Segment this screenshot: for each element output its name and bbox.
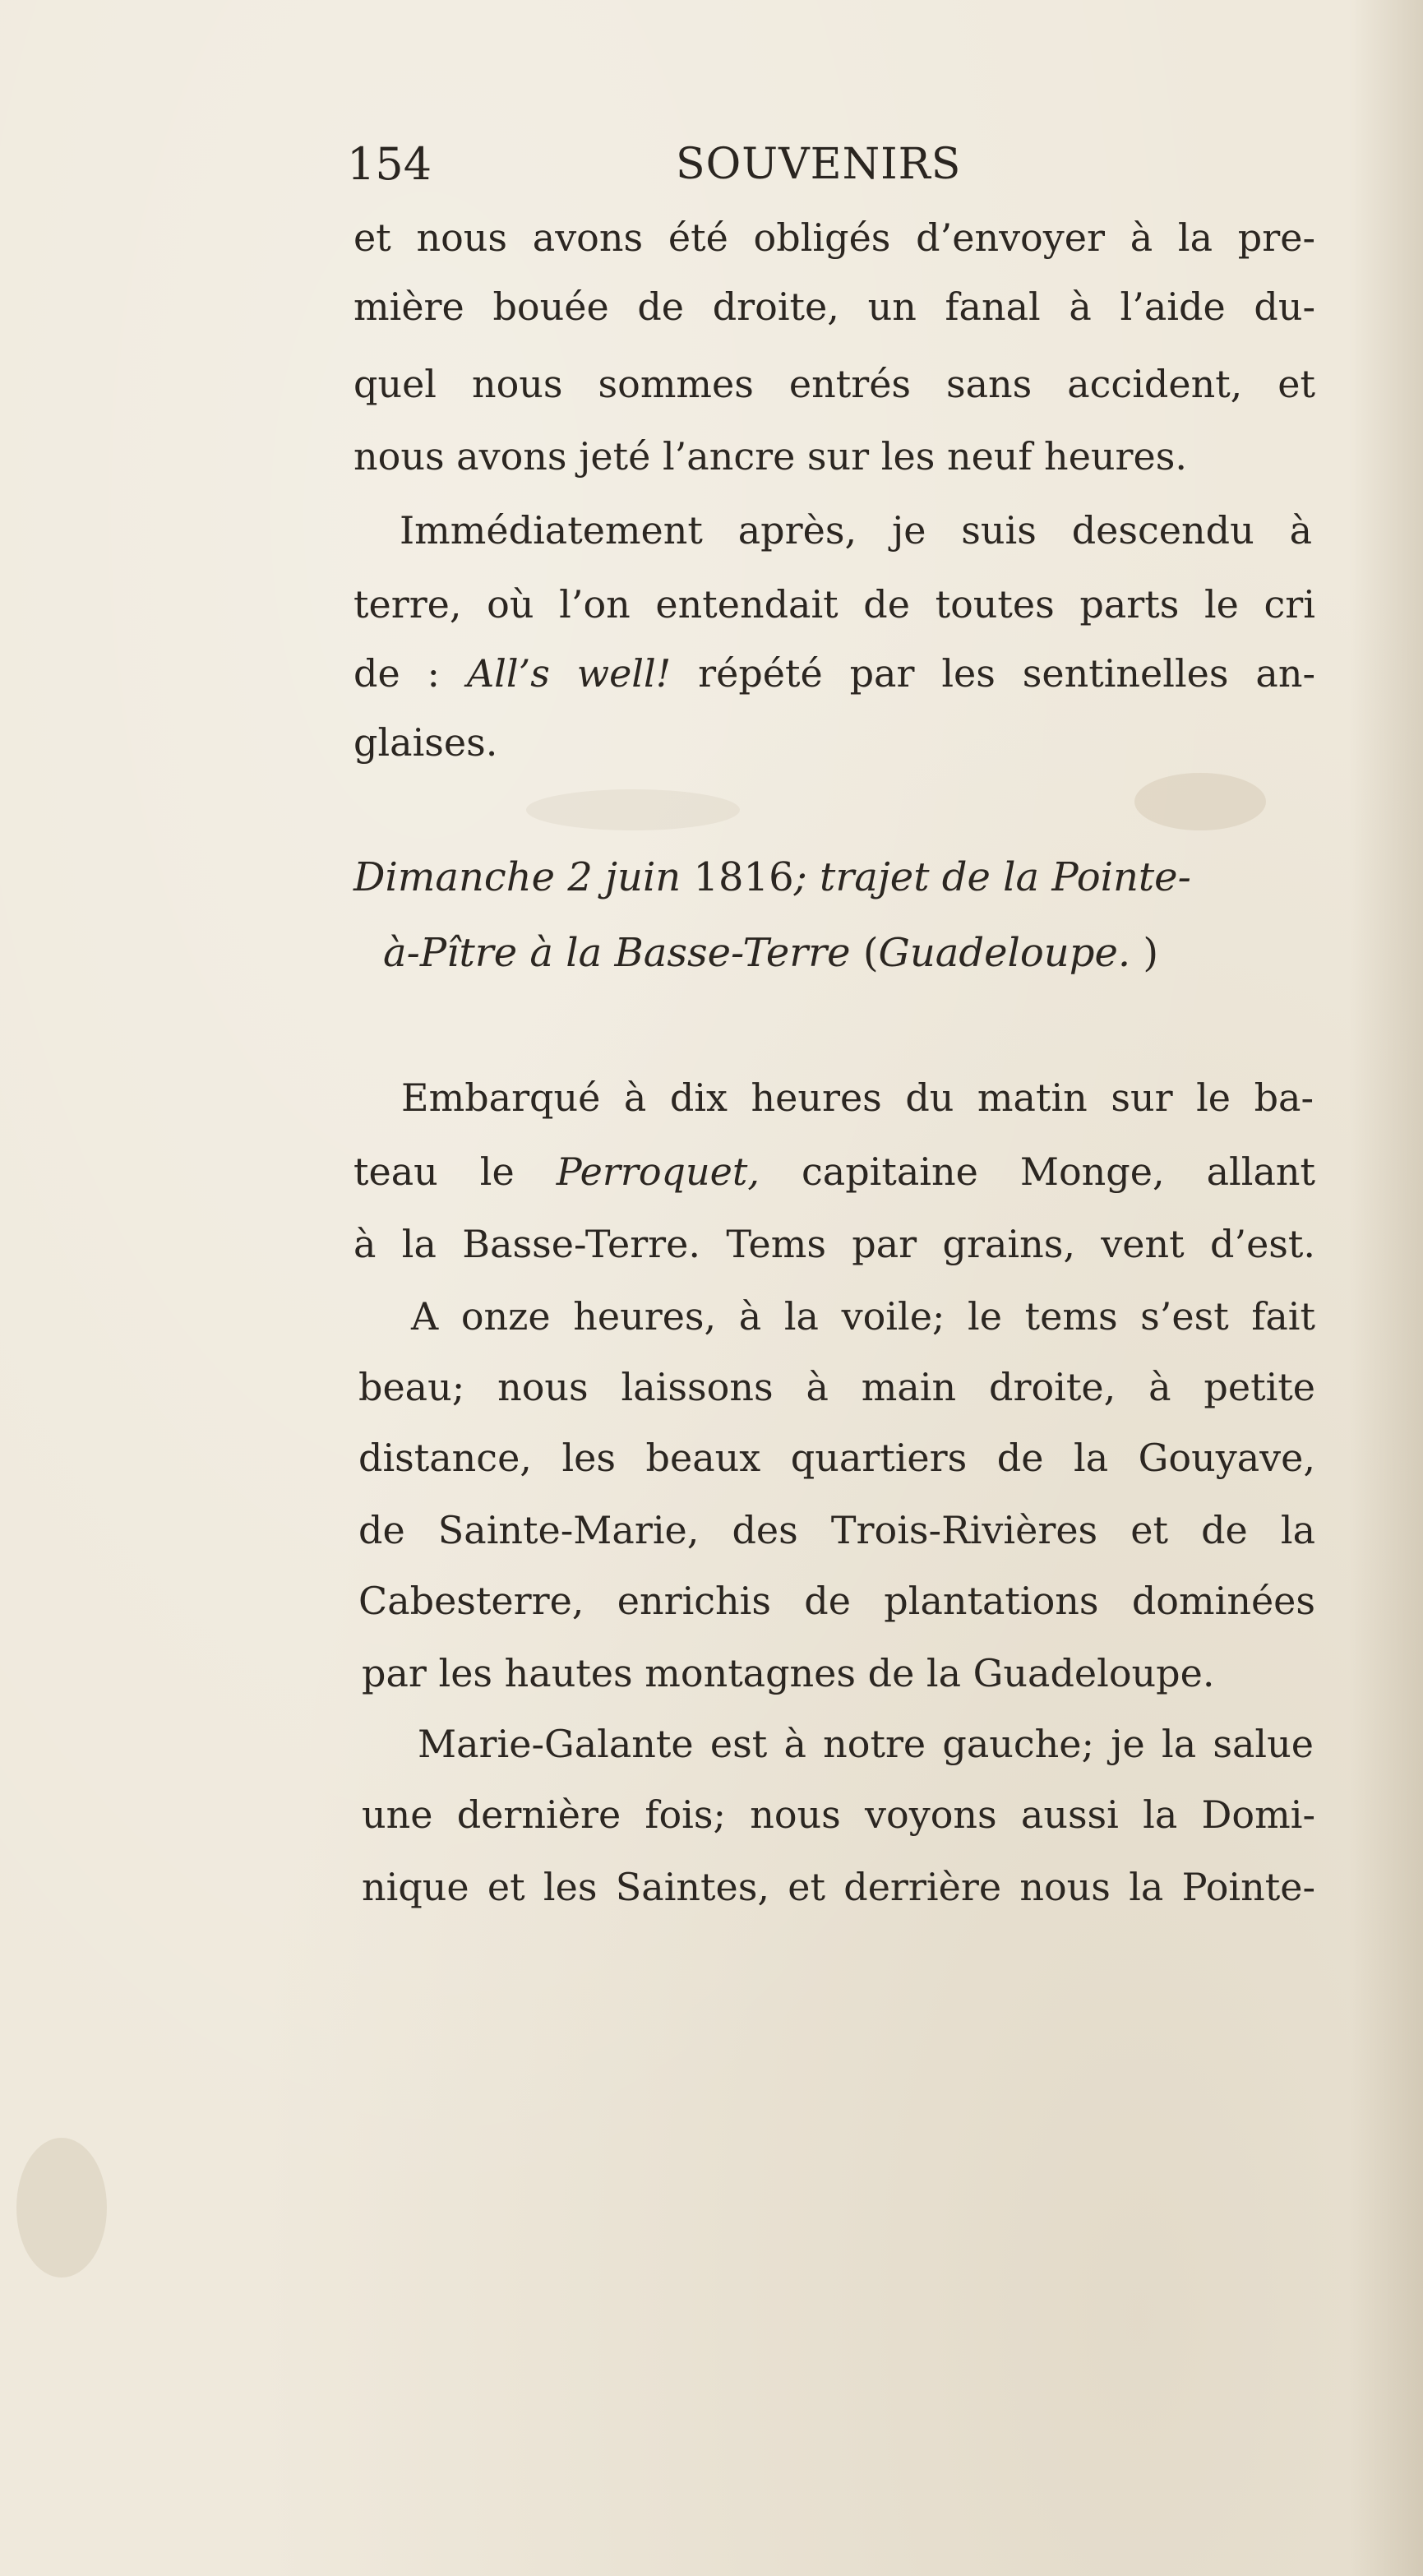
italic-ship-name: Perroquet,: [556, 1149, 760, 1194]
text-fragment: répété par les sentinelles an-: [671, 651, 1315, 696]
heading-fragment: Guadeloupe.: [878, 930, 1131, 976]
paper-stain: [526, 789, 740, 830]
text-line: une dernière fois; nous voyons aussi la Domi-: [362, 1792, 1315, 1837]
text-line: de Sainte-Marie, des Trois-Rivières et de la: [358, 1508, 1315, 1552]
section-heading-line-1: [353, 847, 1191, 908]
text-line: nous avons jeté l’ancre sur les neuf heures.: [353, 434, 1187, 479]
heading-fragment: ; trajet de la Pointe-: [793, 854, 1191, 900]
paper-stain: [1134, 773, 1266, 830]
text-line: par les hautes montagnes de la Guadeloupe.: [362, 1651, 1215, 1695]
text-line: Marie-Galante est à notre gauche; je la salue: [418, 1722, 1314, 1766]
text-line: quel nous sommes entrés sans accident, et: [353, 362, 1315, 406]
paper-stain: [16, 2138, 107, 2278]
page-number: 154: [347, 138, 432, 190]
text-line: Embarqué à dix heures du matin sur le ba-: [401, 1075, 1314, 1120]
section-heading-line-2: [383, 923, 1158, 983]
text-line: mière bouée de droite, un fanal à l’aide du-: [353, 284, 1315, 329]
text-line: beau; nous laissons à main droite, à petite: [358, 1365, 1315, 1409]
page-edge-shadow: [1349, 0, 1423, 2576]
heading-fragment: à-Pître à la Basse-Terre: [383, 930, 863, 976]
text-fragment: de :: [353, 651, 467, 696]
text-line: Immédiatement après, je suis descendu à: [400, 508, 1312, 553]
italic-phrase: All’s well!: [466, 651, 672, 696]
running-title: SOUVENIRS: [676, 140, 962, 189]
text-line-with-italic: [353, 1143, 1315, 1200]
text-line: glaises.: [353, 720, 498, 765]
text-fragment: capitaine Monge, allant: [759, 1149, 1316, 1194]
text-line: terre, où l’on entendait de toutes parts le cri: [353, 582, 1315, 627]
heading-paren: ): [1130, 930, 1159, 976]
text-line: A onze heures, à la voile; le tems s’est fait: [411, 1294, 1315, 1339]
heading-paren: (: [862, 930, 879, 976]
running-head: [347, 132, 1169, 197]
text-fragment: teau le: [353, 1149, 557, 1194]
text-line: Cabesterre, enrichis de plantations dominées: [358, 1579, 1315, 1623]
text-line: distance, les beaux quartiers de la Gouyave,: [358, 1436, 1315, 1480]
text-line-with-italic: [353, 645, 1315, 702]
text-line: nique et les Saintes, et derrière nous la Pointe-: [362, 1865, 1315, 1909]
heading-fragment: Dimanche 2 juin: [353, 854, 694, 900]
heading-year: 1816: [693, 854, 794, 900]
text-line: et nous avons été obligés d’envoyer à la pre-: [353, 215, 1315, 260]
text-line: à la Basse-Terre. Tems par grains, vent d’est.: [353, 1222, 1315, 1266]
